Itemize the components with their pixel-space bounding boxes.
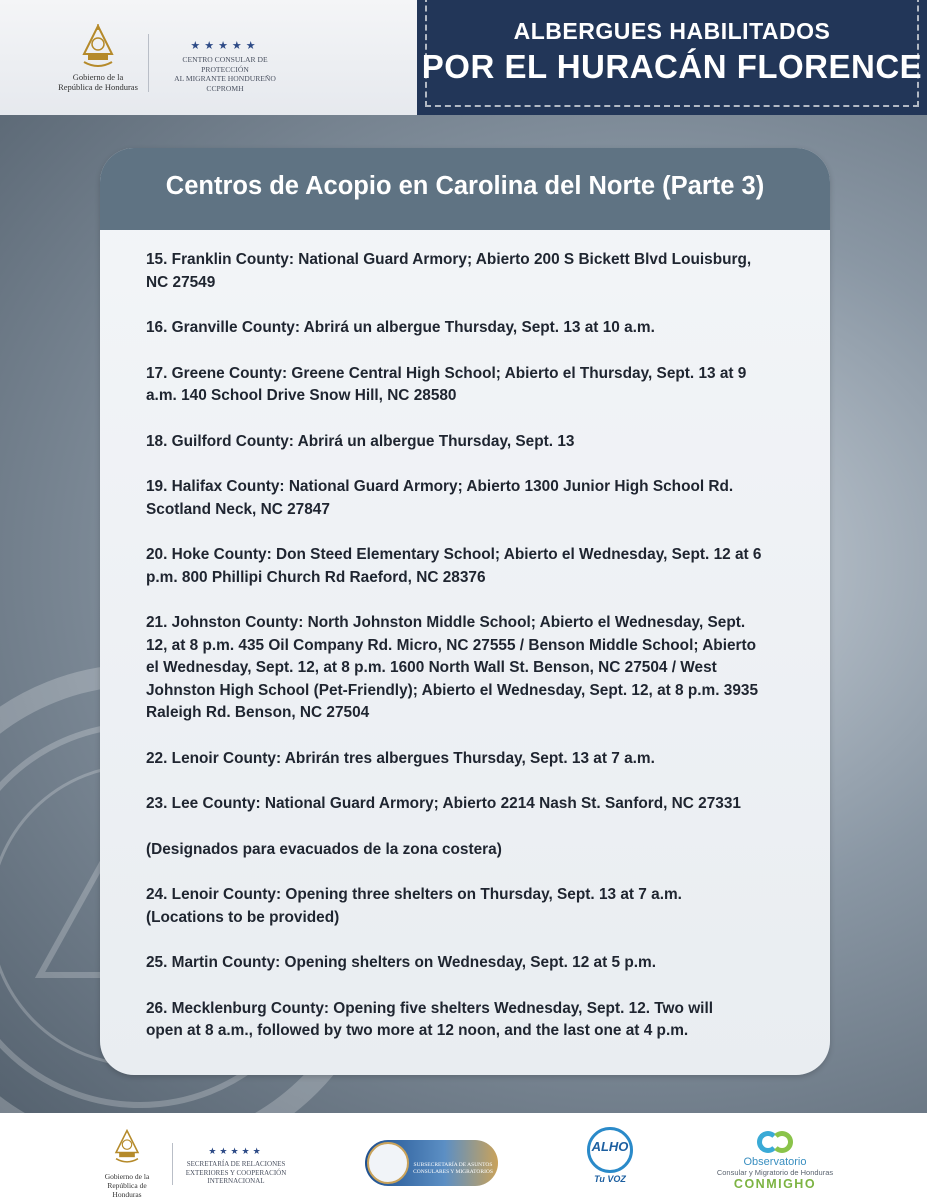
shelter-list-card: [100, 148, 830, 1075]
shelter-entry-line: 12, at 8 p.m. 435 Oil Company Rd. Micro, NC 27555 / Benson Middle School; Abierto: [146, 636, 757, 654]
header-band: [0, 0, 927, 115]
alho-logo: [585, 1127, 635, 1193]
footer-government-logo: [96, 1129, 158, 1199]
government-caption: [48, 72, 148, 92]
conmigho-icon: [757, 1131, 793, 1153]
shelter-entry: [146, 998, 806, 1043]
shelter-entry-line: 23. Lee County: National Guard Armory; Abierto 2214 Nash St. Sanford, NC 27331: [146, 795, 741, 812]
ccpromh-line: CCPROMH: [206, 83, 244, 93]
shelter-entry-line: NC 27549: [146, 273, 216, 291]
shelter-entry-line: 19. Halifax County: National Guard Armory; Abierto 1300 Junior High School Rd.: [146, 478, 734, 495]
shelter-entry: [146, 952, 806, 975]
shelter-entry-line: 15. Franklin County: National Guard Armory; Abierto 200 S Bickett Blvd Louisburg,: [146, 251, 752, 268]
shelter-entry: [146, 544, 806, 589]
gov-caption-line: Gobierno de la: [104, 1172, 150, 1181]
sub-line: SUBSECRETARÍA DE ASUNTOS: [413, 1162, 493, 1168]
gov-caption-line: República de Honduras: [107, 1181, 147, 1199]
shelter-entry-line: 26. Mecklenburg County: Opening five shelters Wednesday, Sept. 12. Two will: [146, 999, 714, 1017]
map-emblem-icon: [367, 1142, 409, 1184]
conmigho-line1: Observatorio: [743, 1156, 807, 1168]
shelter-entry: [146, 748, 806, 771]
shelter-entry: [146, 612, 806, 725]
shelter-entry: [146, 884, 806, 929]
shelter-entry: [146, 249, 806, 294]
coat-of-arms-icon: [112, 1129, 142, 1165]
alho-tagline: Tu VOZ: [594, 1174, 626, 1184]
shelter-entry-line: 18. Guilford County: Abrirá un albergue Thursday, Sept. 13: [146, 432, 575, 450]
shelter-entry-line: el Wednesday, Sept. 12, at 8 p.m. 1600 North Wall St. Benson, NC 27504 / West: [146, 659, 717, 676]
coat-of-arms-icon: [79, 24, 117, 70]
header-divider: [148, 34, 149, 92]
title-banner: [417, 0, 927, 115]
shelter-entry-line: 24. Lenoir County: Opening three shelters on Thursday, Sept. 13 at 7 a.m.: [146, 886, 682, 903]
stars-icon: ★★★★★: [208, 1146, 264, 1156]
shelter-entry: [146, 317, 806, 340]
gov-caption-line: República de Honduras: [58, 82, 138, 92]
sre-line: EXTERIORES Y COOPERACIÓN: [185, 1168, 287, 1177]
shelter-entry: [146, 839, 806, 862]
shelter-entry-line: Raleigh Rd. Benson, NC 27504: [146, 704, 370, 721]
shelter-entry-line: 22. Lenoir County: Abrirán tres albergues Thursday, Sept. 13 at 7 a.m.: [146, 749, 655, 767]
shelter-entry: [146, 476, 806, 521]
shelter-entry-line: (Locations to be provided): [146, 908, 340, 926]
card-header: [100, 148, 830, 230]
shelter-entry-line: Johnston High School (Pet-Friendly); Abierto el Wednesday, Sept. 12, at 8 p.m. 3935: [146, 681, 759, 699]
alho-wordmark: ALHO: [591, 1139, 629, 1154]
shelter-entry-line: 16. Granville County: Abrirá un albergue Thursday, Sept. 13 at 10 a.m.: [146, 319, 655, 336]
shelter-entry-line: (Designados para evacuados de la zona costera): [146, 840, 502, 858]
conmigho-line3: CONMIGHO: [733, 1177, 817, 1191]
subsecretaria-text: [413, 1162, 493, 1175]
sub-line: CONSULARES Y MIGRATORIOS: [413, 1168, 493, 1175]
sre-line: SECRETARÍA DE RELACIONES: [186, 1160, 286, 1168]
footer-divider: [172, 1143, 173, 1185]
shelter-entry: [146, 363, 806, 408]
shelter-entry-line: 20. Hoke County: Don Steed Elementary School; Abierto el Wednesday, Sept. 12 at 6: [146, 546, 762, 563]
gov-caption-line: Gobierno de la: [72, 72, 124, 82]
shelter-entries: [146, 249, 806, 1066]
shelter-entry: [146, 431, 806, 454]
stars-icon: ★★★★★: [190, 40, 260, 52]
conmigho-logo: [710, 1131, 840, 1191]
sre-line: INTERNACIONAL: [207, 1177, 265, 1185]
ccpromh-line: AL MIGRANTE HONDUREÑO: [174, 74, 276, 83]
shelter-entry: [146, 793, 806, 816]
conmigho-line2: Consular y Migratorio de Honduras: [716, 1168, 834, 1177]
banner-title-line1: ALBERGUES HABILITADOS: [513, 18, 831, 44]
ccpromh-logo: [160, 40, 290, 93]
card-title: Centros de Acopio en Carolina del Norte (Parte 3): [165, 172, 765, 200]
alho-ring-icon: [587, 1127, 633, 1173]
shelter-entry-line: a.m. 140 School Drive Snow Hill, NC 28580: [146, 387, 457, 404]
shelter-entry-line: 25. Martin County: Opening shelters on Wednesday, Sept. 12 at 5 p.m.: [146, 954, 656, 971]
shelter-entry-line: p.m. 800 Phillipi Church Rd Raeford, NC 28376: [146, 568, 486, 586]
sre-logo: [180, 1145, 292, 1186]
ccpromh-line: CENTRO CONSULAR DE PROTECCIÓN: [182, 55, 268, 74]
shelter-entry-line: Scotland Neck, NC 27847: [146, 500, 330, 518]
shelter-entry-line: open at 8 a.m., followed by two more at 12 noon, and the last one at 4 p.m.: [146, 1022, 689, 1039]
footer-band: [0, 1113, 927, 1200]
sre-text: [180, 1160, 292, 1186]
shelter-entry-line: 21. Johnston County: North Johnston Middle School; Abierto el Wednesday, Sept.: [146, 614, 746, 631]
footer-gov-caption: [96, 1172, 158, 1199]
government-logo: [48, 24, 148, 102]
shelter-entry-line: 17. Greene County: Greene Central High School; Abierto el Thursday, Sept. 13 at 9: [146, 364, 747, 382]
ccpromh-text: [160, 55, 290, 93]
subsecretaria-logo: [365, 1140, 498, 1186]
banner-title-line2: POR EL HURACÁN FLORENCE: [421, 48, 923, 85]
